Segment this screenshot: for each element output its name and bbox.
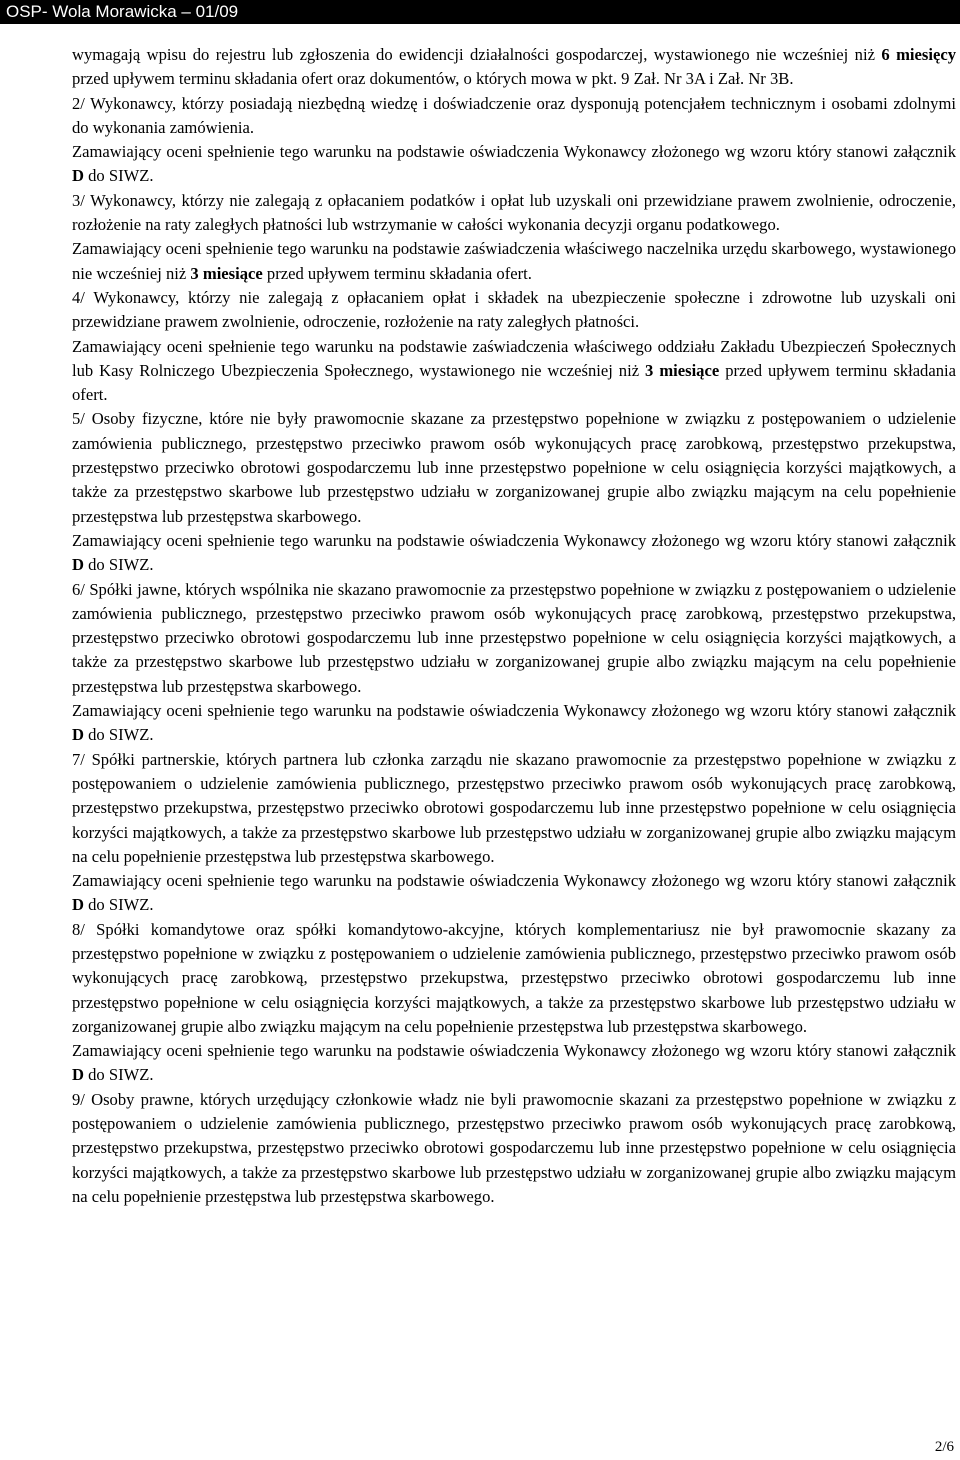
text-run: wymagają wpisu do rejestru lub zgłoszenia do ewidencji działalności gospodarczej, wystawionego nie wcześniej niż (72, 45, 882, 64)
document-header (0, 0, 960, 24)
paragraph (72, 699, 956, 748)
text-run: 6/ Spółki jawne, których wspólnika nie skazano prawomocnie za przestępstwo popełnione w związku z postępowaniem o udzielenie zamówienia publicznego, przestępstwo przeciwko prawom osób wykonujących pracę zarobkową, przestępstwo przekupstwa, przestępstwo przeciwko obrotowi gospodarczemu lub inne przestępstwo popełnione w celu osiągnięcia korzyści majątkowych, a także za przestępstwo skarbowe lub przestępstwo udziału w zorganizowanej grupie albo związku mającym na celu popełnienie przestępstwa lub przestępstwa skarbowego. (72, 579, 956, 696)
text-run: 7/ Spółki partnerskie, których partnera lub członka zarządu nie skazano prawomocnie za przestępstwo popełnione w związku z postępowaniem o udzielenie zamówienia publicznego, przestępstwo przeciwko prawom osób wykonujących pracę zarobkową, przestępstwo przekupstwa, przestępstwo przeciwko obrotowi gospodarczemu lub inne przestępstwo popełnione w celu osiągnięcia korzyści majątkowych, a także za przestępstwo skarbowe lub przestępstwo udziału w zorganizowanej grupie albo związku mającym na celu popełnienie przestępstwa lub przestępstwa skarbowego. (72, 749, 956, 866)
text-run: do SIWZ. (83, 555, 154, 575)
text-run: Zamawiający oceni spełnienie tego warunku na podstawie oświadczenia Wykonawcy złożonego wg wzoru który stanowi załącznik (72, 530, 956, 550)
text-run: Zamawiający oceni spełnienie tego warunku na podstawie zaświadczenia właściwego naczelnika urzędu skarbowego, wystawionego nie wcześniej niż (72, 239, 956, 283)
text-run: do SIWZ. (83, 166, 154, 186)
paragraph (72, 578, 956, 699)
bold-text: 6 miesięcy (881, 45, 956, 64)
bold-text: 3 miesiące (190, 263, 263, 283)
paragraph (72, 140, 956, 189)
text-run: 3/ Wykonawcy, którzy nie zalegają z opłacaniem podatków i opłat lub uzyskali oni przewidziane prawem zwolnienie, odroczenie, rozłożenie na raty zaległych płatności lub wstrzymanie w całości wykonania decyzji organu podatkowego. (72, 190, 956, 235)
text-run: 9/ Osoby prawne, których urzędujący członkowie władz nie byli prawomocnie skazani za przestępstwo popełnione w związku z postępowaniem o udzielenie zamówienia publicznego, przestępstwo przeciwko prawom osób wykonujących pracę zarobkową, przestępstwo przekupstwa, przestępstwo przeciwko obrotowi gospodarczemu lub inne przestępstwo popełnione w celu osiągnięcia korzyści majątkowych, a także za przestępstwo skarbowe lub przestępstwo udziału w zorganizowanej grupie albo związku mającym na celu popełnienie przestępstwa lub przestępstwa skarbowego. (72, 1089, 956, 1206)
header-title: OSP- Wola Morawicka – 01/09 (6, 2, 239, 21)
paragraph (72, 189, 956, 238)
text-run: przed upływem terminu składania ofert oraz dokumentów, o których mowa w pkt. 9 Zał. Nr 3A i Zał. Nr 3B. (72, 69, 794, 89)
text-run: 2/ Wykonawcy, którzy posiadają niezbędną wiedzę i doświadczenie oraz dysponują potencjałem technicznym i osobami zdolnymi do wykonania zamówienia. (72, 93, 956, 137)
paragraph (72, 237, 956, 286)
paragraph (72, 748, 956, 869)
text-run: Zamawiający oceni spełnienie tego warunku na podstawie oświadczenia Wykonawcy złożonego wg wzoru który stanowi załącznik (72, 871, 956, 891)
text-run: 8/ Spółki komandytowe oraz spółki komandytowo-akcyjne, których komplementariusz nie był prawomocnie skazany za przestępstwo popełnione w związku z postępowaniem o udzielenie zamówienia publicznego, przestępstwo przeciwko prawom osób wykonujących pracę zarobkową, przestępstwo przekupstwa, przestępstwo przeciwko obrotowi gospodarczemu lub inne przestępstwo popełnione w celu osiągnięcia korzyści majątkowych, a także za przestępstwo skarbowe lub przestępstwo udziału w zorganizowanej grupie albo związku mającym na celu popełnienie przestępstwa lub przestępstwa skarbowego. (72, 919, 956, 1036)
text-run: Zamawiający oceni spełnienie tego warunku na podstawie oświadczenia Wykonawcy złożonego wg wzoru który stanowi załącznik (72, 701, 956, 721)
text-run: 5/ Osoby fizyczne, które nie były prawomocnie skazane za przestępstwo popełnione w związku z postępowaniem o udzielenie zamówienia publicznego, przestępstwo przeciwko prawom osób wykonujących pracę zarobkową, przestępstwo przekupstwa, przestępstwo przeciwko obrotowi gospodarczemu lub inne przestępstwo popełnione w celu osiągnięcia korzyści majątkowych, a także za przestępstwo skarbowe lub przestępstwo udziału w zorganizowanej grupie albo związku mającym na celu popełnienie przestępstwa lub przestępstwa skarbowego. (72, 409, 956, 526)
paragraph (72, 1088, 956, 1209)
paragraph (72, 43, 956, 92)
text-run: przed upływem terminu składania ofert. (262, 263, 532, 283)
paragraph (72, 92, 956, 141)
bold-text: D (72, 555, 84, 575)
text-run: Zamawiający oceni spełnienie tego warunku na podstawie oświadczenia Wykonawcy złożonego wg wzoru który stanowi załącznik (72, 142, 956, 162)
text-run: przed upływem terminu składania ofert. (72, 360, 956, 405)
text-run: Zamawiający oceni spełnienie tego warunku na podstawie zaświadczenia właściwego oddziału Zakładu Ubezpieczeń Społecznych lub Kasy Rolniczego Ubezpieczenia Społecznego, wystawionego nie wcześniej niż (72, 336, 956, 380)
paragraph (72, 869, 956, 918)
bold-text: D (72, 895, 84, 915)
bold-text: D (72, 166, 84, 186)
paragraph (72, 529, 956, 578)
text-run: do SIWZ. (83, 725, 154, 745)
paragraph (72, 407, 956, 528)
paragraph (72, 1039, 956, 1088)
bold-text: D (72, 725, 84, 745)
text-run: do SIWZ. (83, 895, 154, 915)
paragraph (72, 335, 956, 408)
text-run: do SIWZ. (83, 1065, 154, 1085)
paragraph (72, 286, 956, 335)
text-run: Zamawiający oceni spełnienie tego warunku na podstawie oświadczenia Wykonawcy złożonego wg wzoru który stanowi załącznik (72, 1041, 956, 1061)
text-run: 4/ Wykonawcy, którzy nie zalegają z opłacaniem opłat i składek na ubezpieczenie społeczne i zdrowotne lub uzyskali oni przewidziane prawem zwolnienie, odroczenie, rozłożenie na raty zaległych płatności. (72, 287, 956, 332)
document-body (72, 43, 956, 1209)
bold-text: 3 miesiące (645, 360, 720, 380)
paragraph (72, 918, 956, 1039)
page-number: 2/6 (934, 1439, 954, 1455)
bold-text: D (72, 1065, 84, 1085)
